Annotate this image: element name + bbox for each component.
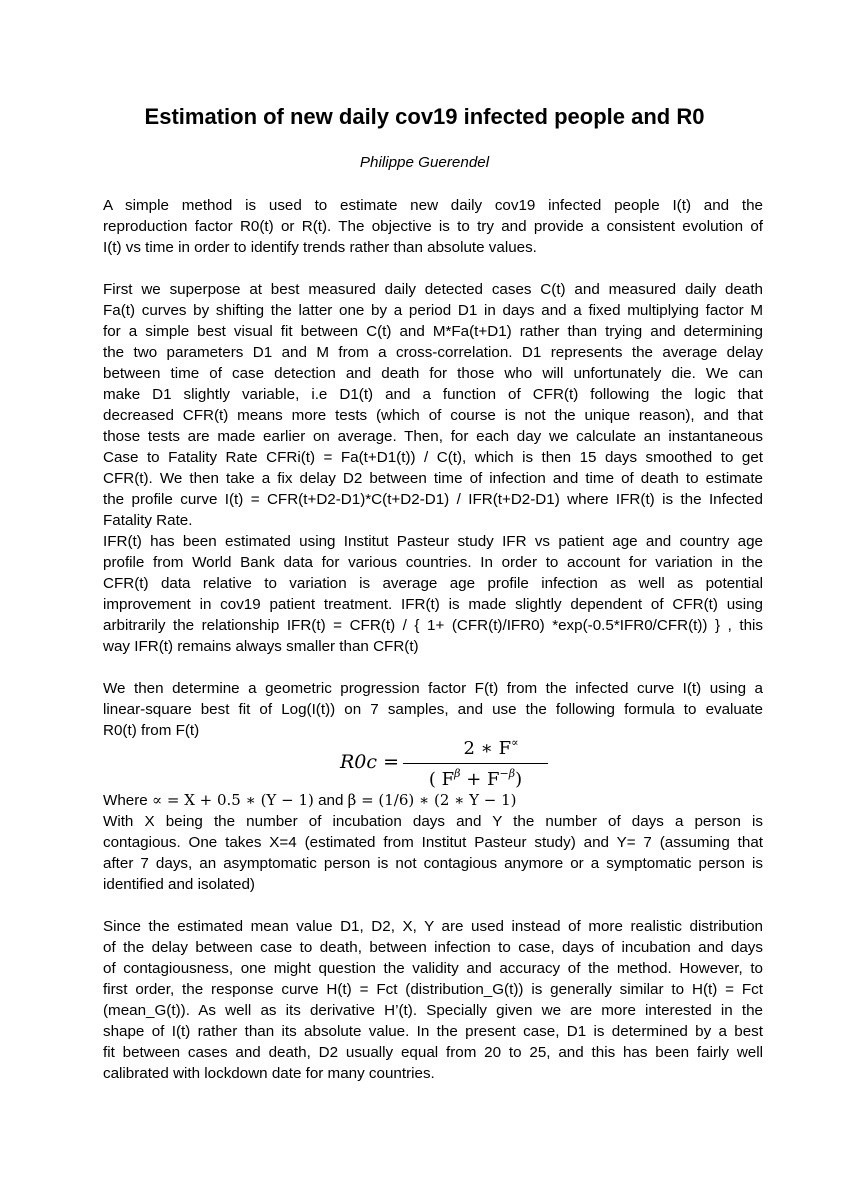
text-line: We then determine a geometric progression factor F(t) from the infected curve I(t) using a — [103, 680, 763, 697]
paragraph-parameters — [103, 811, 763, 895]
paragraph-progression — [103, 678, 763, 741]
text-line: of the delay between case to death, between infection to case, days of incubation and days — [103, 939, 763, 956]
text-line: shape of I(t) rather than its absolute value. In the present case, D1 is determined by a best — [103, 1023, 763, 1040]
paragraph-intro — [103, 195, 763, 258]
text-line: reproduction factor R0(t) or R(t). The objective is to try and provide a consistent evolution of — [103, 218, 763, 235]
text-line: I(t) vs time in order to identify trends rather than absolute values. — [103, 239, 537, 256]
alpha-definition: ∝ = X + 0.5 ∗ (Y − 1) — [151, 791, 314, 809]
text-line: A simple method is used to estimate new daily cov19 infected people I(t) and the — [103, 197, 763, 214]
where-line: Where ∝ = X + 0.5 ∗ (Y − 1) and β = (1/6) ∗ (2 ∗ Y − 1) — [103, 791, 517, 809]
text-line: linear-square best fit of Log(I(t)) on 7 samples, and use the following formula to evaluate — [103, 701, 763, 718]
text-line: Fa(t) curves by shifting the latter one by a period D1 in days and a fixed multiplying factor M — [103, 302, 763, 319]
text-line: of contagiousness, one might question the validity and accuracy of the method. However, to — [103, 960, 763, 977]
text-line: improvement in cov19 patient treatment. IFR(t) is made slightly dependent of CFR(t) using — [103, 596, 763, 613]
text-line: IFR(t) has been estimated using Institut Pasteur study IFR vs patient age and country age — [103, 533, 763, 550]
formula-denominator: ( $F^\beta + F^{-\beta}$) — [428, 767, 523, 790]
text-line: (mean_G(t)). As well as its derivative H’(t). Specially given we are more interested in the — [103, 1002, 763, 1019]
text-line: first order, the response curve H(t) = Fct (distribution_G(t)) is generally similar to H(t) = Fct — [103, 981, 763, 998]
text-line: way IFR(t) remains always smaller than CFR(t) — [103, 638, 419, 655]
paragraph-method — [103, 279, 763, 657]
text-line: the two parameters D1 and M from a cross-correlation. D1 represents the average delay — [103, 344, 763, 361]
formula-numerator: 2 ∗ F∝ — [463, 736, 519, 759]
text-line: Fatality Rate. — [103, 512, 193, 529]
text-line: between time of case detection and death for those who will unfortunately die. We can — [103, 365, 763, 382]
text-line: Since the estimated mean value D1, D2, X, Y are used instead of more realistic distribution — [103, 918, 763, 935]
text-line: those tests are made earlier on average. Then, for each day we calculate an instantaneous — [103, 428, 763, 445]
text-line: CFR(t) data relative to variation is average age profile infection as well as potential — [103, 575, 763, 592]
text-line: CFR(t). We then take a fix delay D2 between time of infection and time of death to estimate — [103, 470, 763, 487]
paper-title: Estimation of new daily cov19 infected people and R0 — [144, 104, 705, 129]
text-line: Case to Fatality Rate CFRi(t) = Fa(t+D1(t)) / C(t), which is then 15 days smoothed to get — [103, 449, 763, 466]
text-line: contagious. One takes X=4 (estimated from Institut Pasteur study) and Y= 7 (assuming that — [103, 834, 763, 851]
text-line: for a simple best visual fit between C(t) and M*Fa(t+D1) rather than trying and determining — [103, 323, 763, 340]
text-line: the profile curve I(t) = CFR(t+D2-D1)*C(t+D2-D1) / IFR(t+D2-D1) where IFR(t) is the Infected — [103, 491, 763, 508]
paragraph-validity — [103, 916, 763, 1084]
formula-lhs: R0c = — [340, 751, 399, 773]
paper-author: Philippe Guerendel — [359, 154, 490, 171]
text-line: profile from World Bank data for various countries. In order to account for variation in the — [103, 554, 763, 571]
text-line: decreased CFR(t) means more tests (which of course is not the unique reason), and that — [103, 407, 763, 424]
text-line: identified and isolated) — [103, 876, 255, 893]
text-line: First we superpose at best measured daily detected cases C(t) and measured daily death — [103, 281, 763, 298]
text-line: fit between cases and death, D2 usually equal from 20 to 25, and this has been fairly well — [103, 1044, 763, 1061]
text-line: With X being the number of incubation days and Y the number of days a person is — [103, 813, 763, 830]
fraction-bar — [403, 763, 548, 764]
text-line: arbitrarily the relationship IFR(t) = CFR(t) / { 1+ (CFR(t)/IFR0) *exp(-0.5*IFR0/CFR(t)) } , this — [103, 617, 763, 634]
text-line: calibrated with lockdown date for many countries. — [103, 1065, 435, 1082]
r0c-formula — [336, 733, 536, 791]
where-definitions — [103, 790, 763, 811]
beta-definition: β = (1/6) ∗ (2 ∗ Y − 1) — [347, 791, 517, 809]
text-line: make D1 slightly variable, i.e D1(t) and a function of CFR(t) following the logic that — [103, 386, 763, 403]
text-line: R0(t) from F(t) — [103, 722, 200, 739]
text-line: after 7 days, an asymptomatic person is not contagious anymore or a symptomatic person is — [103, 855, 763, 872]
